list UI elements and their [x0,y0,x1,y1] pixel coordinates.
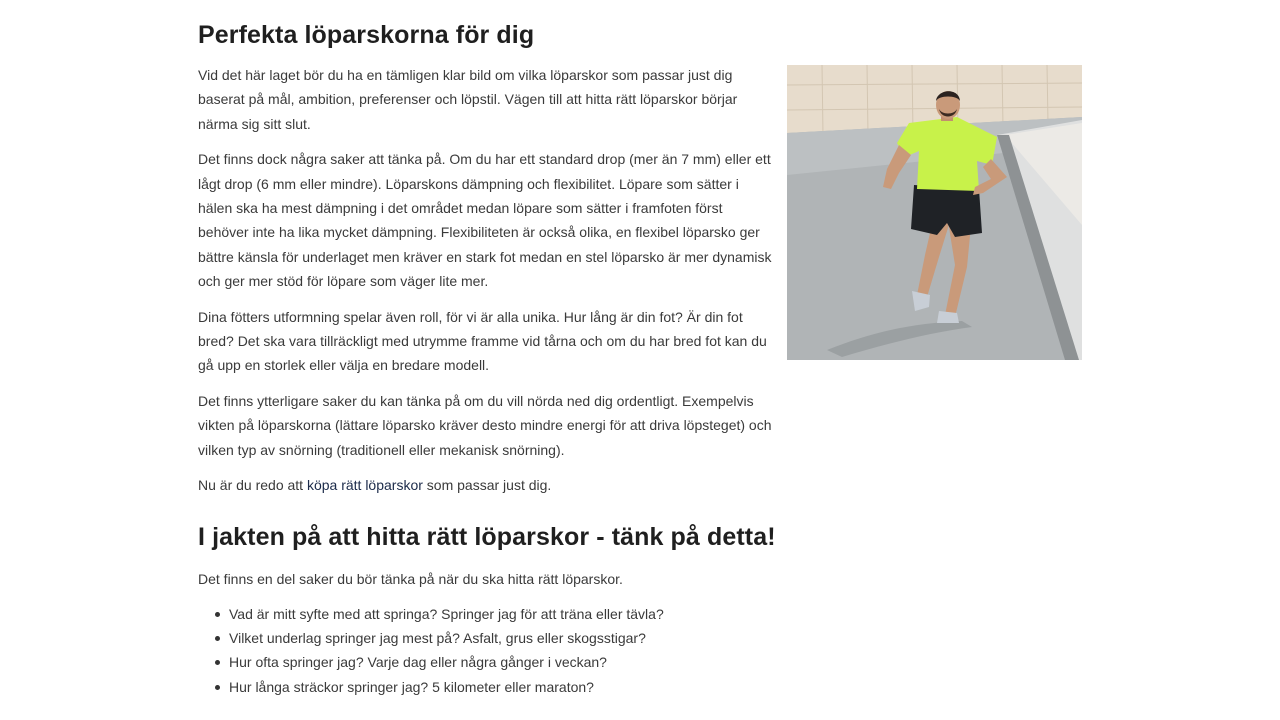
article-content [198,18,1082,699]
list-item: Hur långa sträckor springer jag? 5 kilometer eller maraton? [229,675,1082,699]
section-text-column [198,63,772,498]
section-heading-perfect-shoes: Perfekta löparskorna för dig [198,21,535,49]
section-perfect-shoes [198,63,1082,498]
closing-text-after: som passar just dig. [422,477,552,494]
checklist-intro: Det finns en del saker du bör tänka på när du ska hitta rätt löparskor. [198,570,623,587]
runner-illustration [787,65,1082,360]
runner-photo [787,65,1082,360]
list-item: Hur ofta springer jag? Varje dag eller några gånger i veckan? [229,650,1082,674]
closing-paragraph [198,473,772,497]
buy-shoes-link[interactable]: köpa rätt löparskor [306,477,423,494]
paragraph: Vid det här laget bör du ha en tämligen klar bild om vilka löparskor som passar just dig baserat på mål, ambition, preferenser och löpstil. Vägen till att hitta rätt löparskor börjar närma sig sitt slut. [198,67,738,132]
closing-text-before: Nu är du redo att [198,477,307,494]
section-heading-checklist: I jakten på att hitta rätt löparskor - tänk på detta! [198,522,776,551]
paragraph: Det finns ytterligare saker du kan tänka på om du vill nörda ned dig ordentligt. Exempelvis vikten på löparskorna (lättare löparsko kräver desto mindre energi för att driva löpsteget) och vilken typ av snörning (traditionell eller mekanisk snörning). [198,392,772,458]
list-item: Vad är mitt syfte med att springa? Springer jag för att träna eller tävla? [229,602,1082,626]
list-item: Vilket underlag springer jag mest på? Asfalt, grus eller skogsstigar? [229,626,1082,650]
checklist [198,602,1082,699]
paragraph: Det finns dock några saker att tänka på. Om du har ett standard drop (mer än 7 mm) eller ett lågt drop (6 mm eller mindre). Löparskons dämpning och flexibilitet. Löpare som sätter i hälen ska ha mest dämpning i det området medan löpare som sätter i framfoten först behöver inte ha lika mycket dämpning. Flexibiliteten är också olika, en flexibel löparsko ger bättre känsla för underlaget men kräver en stark fot medan en stel löparsko är mer dynamisk och ger mer stöd för löpare som väger lite mer. [198,151,772,290]
paragraph: Dina fötters utformning spelar även roll, för vi är alla unika. Hur lång är din fot? Är din fot bred? Det ska vara tillräckligt med utrymme framme vid tårna och om du har bred fot kan du gå upp en storlek eller välja en bredare modell. [198,308,767,374]
